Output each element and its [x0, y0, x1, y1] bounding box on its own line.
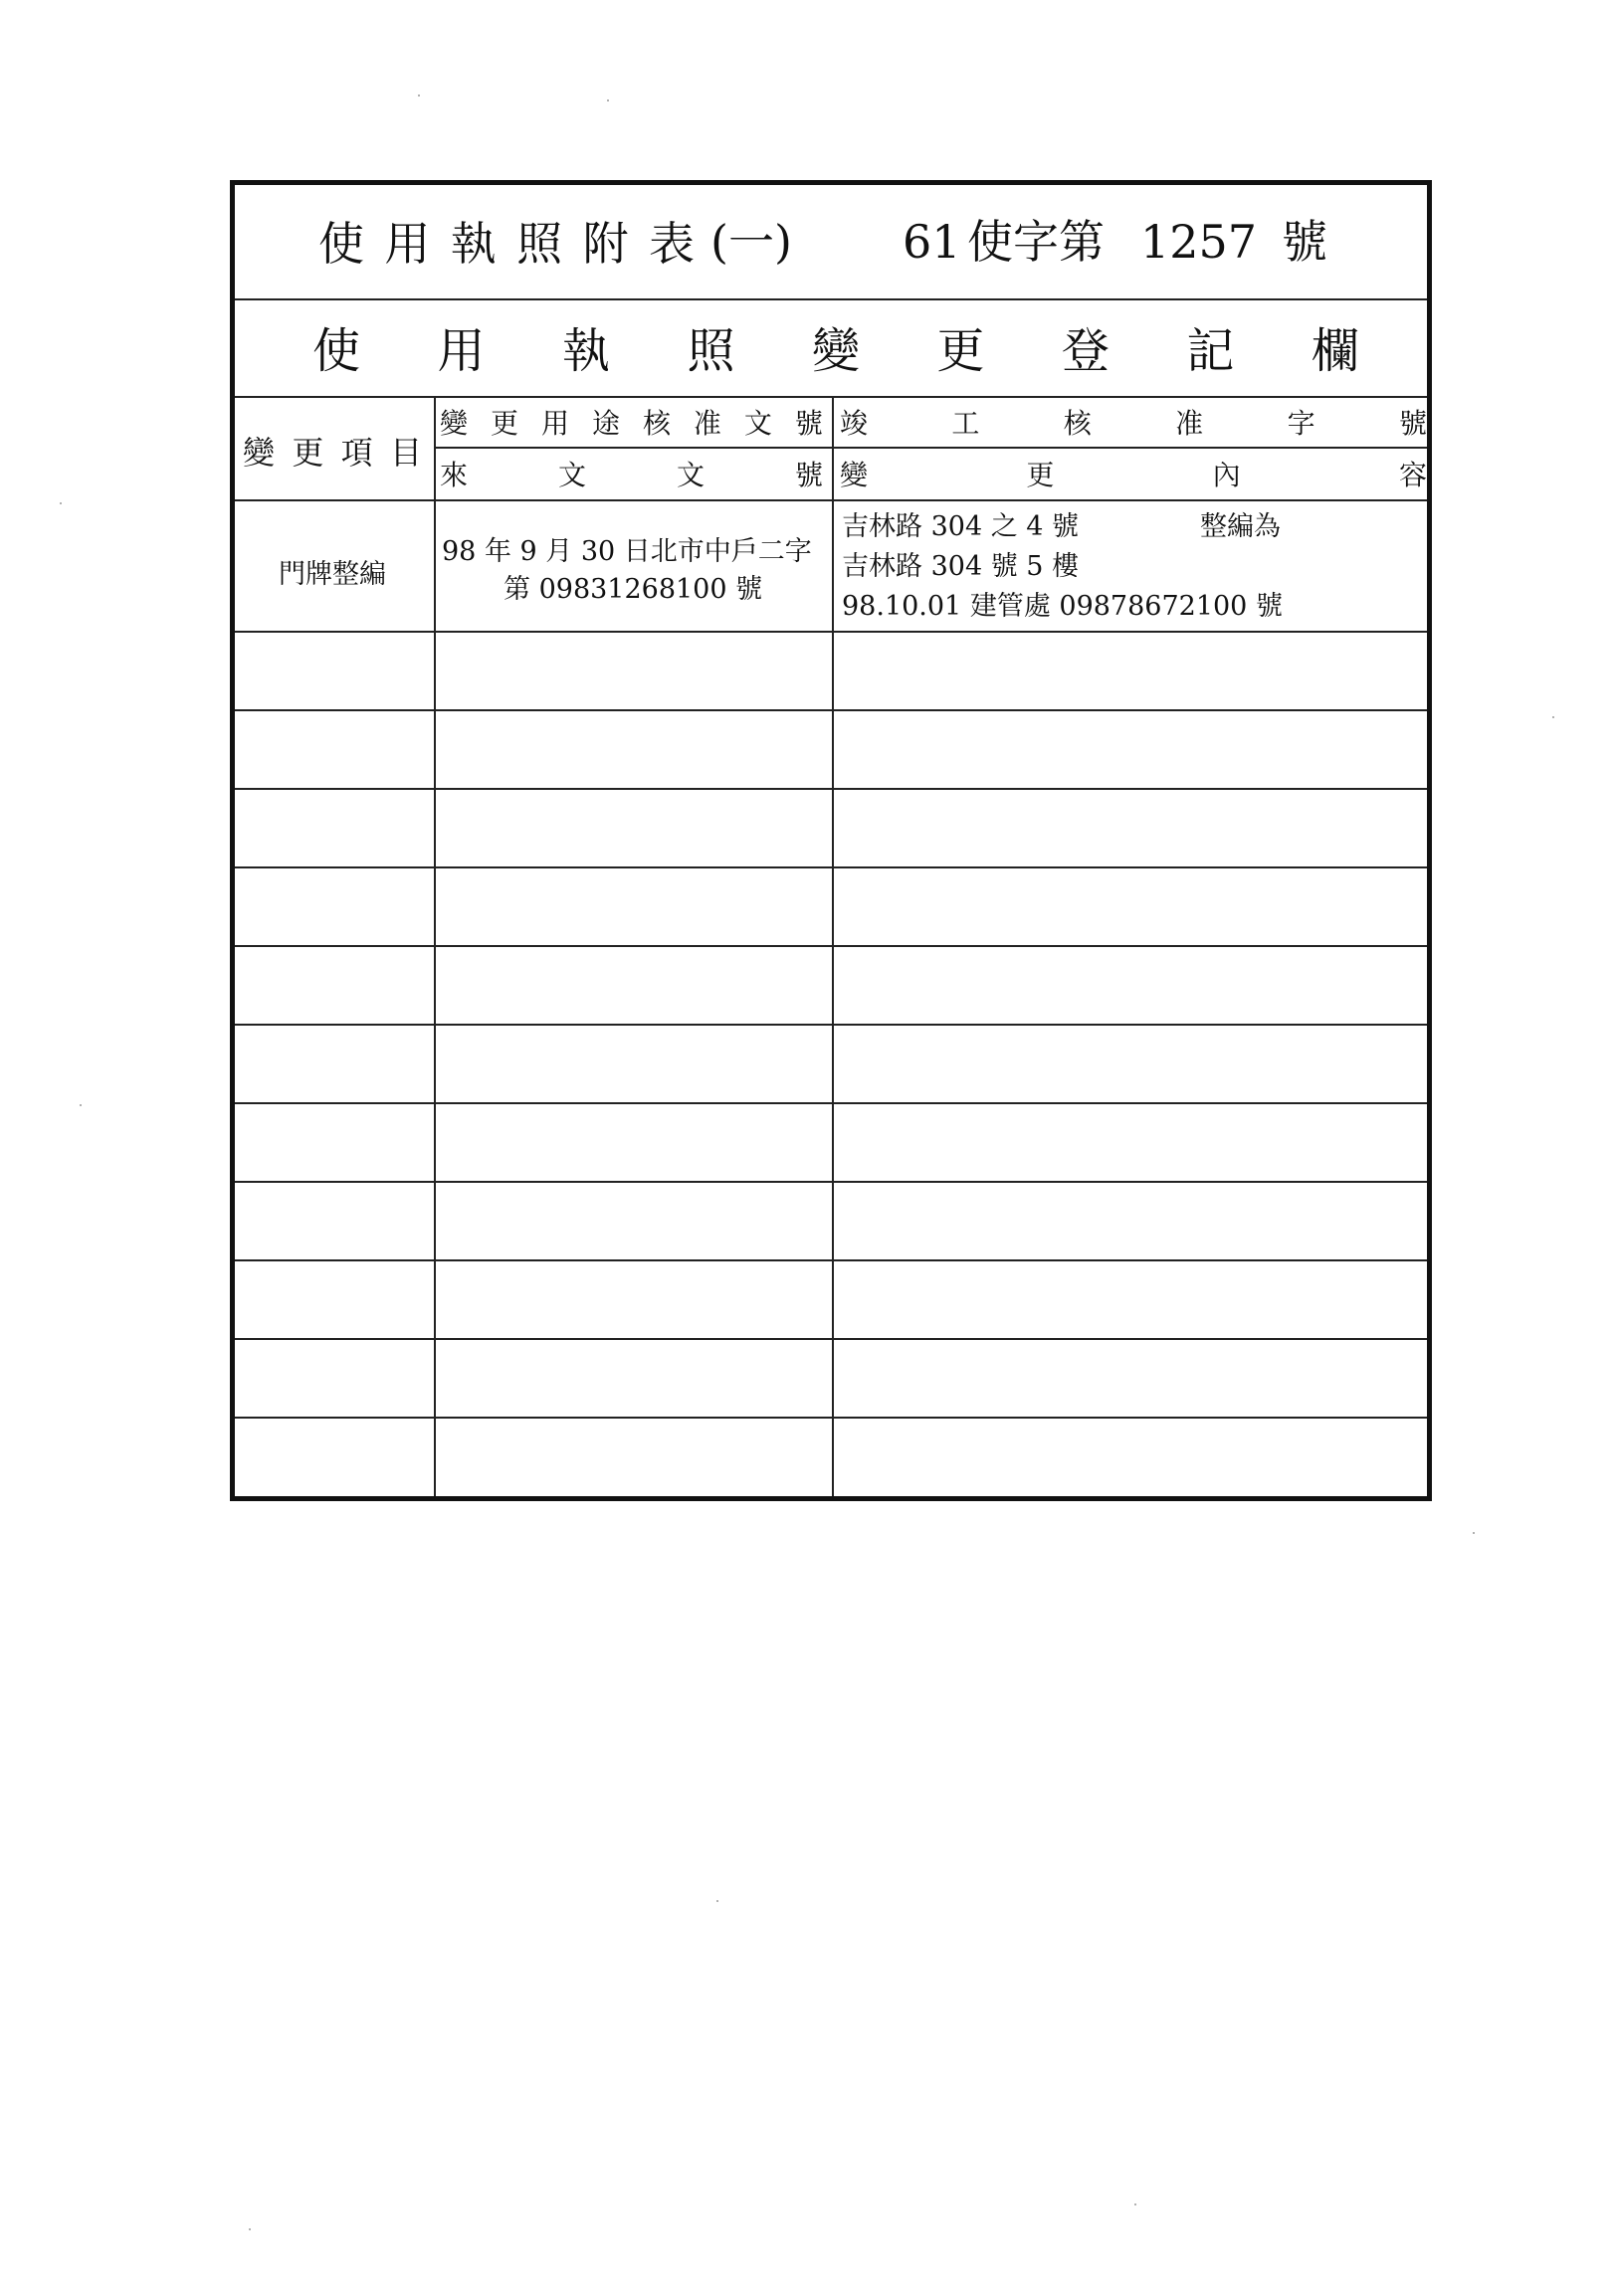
title-char: 表	[648, 217, 695, 271]
license-code: 使字第	[967, 215, 1105, 269]
title-char: 附	[582, 217, 629, 271]
entry-content-line1a: 吉林路 304 之 4 號	[842, 511, 1080, 542]
scan-speck	[418, 95, 420, 96]
row-divider	[235, 1259, 1427, 1261]
header-char: 核	[1063, 407, 1092, 440]
license-serial: 1257	[1140, 215, 1258, 269]
heading-char: 執	[561, 322, 610, 379]
heading-char: 變	[811, 322, 860, 379]
header-char: 變	[440, 407, 469, 440]
item-header-char: 目	[389, 434, 422, 472]
row-divider	[235, 631, 1427, 633]
item-header-char: 變	[243, 434, 276, 472]
row-divider	[235, 709, 1427, 711]
heading-char: 用	[437, 322, 486, 379]
title-char: 照	[516, 217, 563, 271]
header-char: 容	[1398, 459, 1427, 491]
header-char: 文	[557, 459, 586, 491]
scan-speck	[1473, 1532, 1475, 1534]
entry-item: 門牌整編	[279, 559, 386, 590]
heading-char: 照	[687, 322, 735, 379]
divider-header-mid	[434, 447, 1427, 449]
header-char: 途	[591, 407, 620, 440]
row-divider	[235, 945, 1427, 947]
header-char: 更	[490, 407, 518, 440]
item-header-char: 項	[340, 434, 373, 472]
heading-char: 記	[1186, 322, 1235, 379]
header-char: 更	[1026, 459, 1055, 491]
register-heading	[312, 318, 1359, 379]
license-number: 61	[903, 215, 961, 269]
divider-title	[235, 298, 1427, 300]
scan-speck	[60, 502, 62, 504]
entry-doc-line2: 第 09831268100 號	[504, 574, 763, 605]
heading-char: 登	[1061, 322, 1110, 379]
title-char: 使	[318, 217, 364, 271]
header-char: 變	[840, 459, 869, 491]
column-header-change	[840, 454, 1427, 493]
scan-speck	[249, 2228, 251, 2230]
title-char: 用	[384, 217, 431, 271]
row-divider	[235, 788, 1427, 790]
scan-speck	[1134, 2203, 1136, 2205]
entry-content-line1b: 整編為	[1200, 511, 1281, 542]
heading-char: 使	[312, 322, 361, 379]
row-divider	[235, 1181, 1427, 1183]
header-char: 號	[794, 407, 823, 440]
row-divider	[235, 1024, 1427, 1026]
entry-doc-line1: 98 年 9 月 30 日北市中戶二字	[442, 536, 812, 567]
divider-header	[235, 499, 1427, 501]
usage-license-form	[230, 180, 1432, 1501]
column-header-incoming	[440, 454, 823, 493]
entry-content-line2: 吉林路 304 號 5 樓	[842, 551, 1080, 582]
title-char: 執	[450, 217, 497, 271]
header-char: 文	[676, 459, 705, 491]
header-char: 竣	[840, 407, 869, 440]
header-char: 准	[1175, 407, 1204, 440]
header-char: 號	[1398, 407, 1427, 440]
row-divider	[235, 866, 1427, 868]
scan-speck	[80, 1104, 82, 1106]
row-divider	[235, 1102, 1427, 1104]
header-char: 核	[642, 407, 671, 440]
column-divider	[832, 396, 834, 1496]
form-title	[318, 213, 695, 269]
scan-speck	[1552, 716, 1554, 718]
header-char: 號	[794, 459, 823, 491]
column-divider	[434, 396, 436, 1496]
divider-heading	[235, 396, 1427, 398]
scan-speck	[607, 99, 609, 101]
entry-content-line3: 98.10.01 建管處 09878672100 號	[842, 591, 1283, 622]
header-char: 內	[1212, 459, 1241, 491]
heading-char: 欄	[1311, 322, 1359, 379]
column-header-item	[243, 429, 422, 473]
header-char: 用	[540, 407, 569, 440]
row-divider	[235, 1338, 1427, 1340]
column-header-completion	[840, 402, 1427, 442]
header-char: 工	[951, 407, 980, 440]
title-paren: (一)	[710, 215, 792, 269]
header-char: 准	[693, 407, 721, 440]
heading-char: 更	[936, 322, 985, 379]
header-char: 來	[440, 459, 469, 491]
header-char: 文	[743, 407, 772, 440]
scan-speck	[716, 1900, 718, 1902]
row-divider	[235, 1417, 1427, 1419]
item-header-char: 更	[292, 434, 324, 472]
license-suffix: 號	[1282, 215, 1327, 269]
header-char: 字	[1287, 407, 1315, 440]
column-header-approval	[440, 402, 823, 442]
